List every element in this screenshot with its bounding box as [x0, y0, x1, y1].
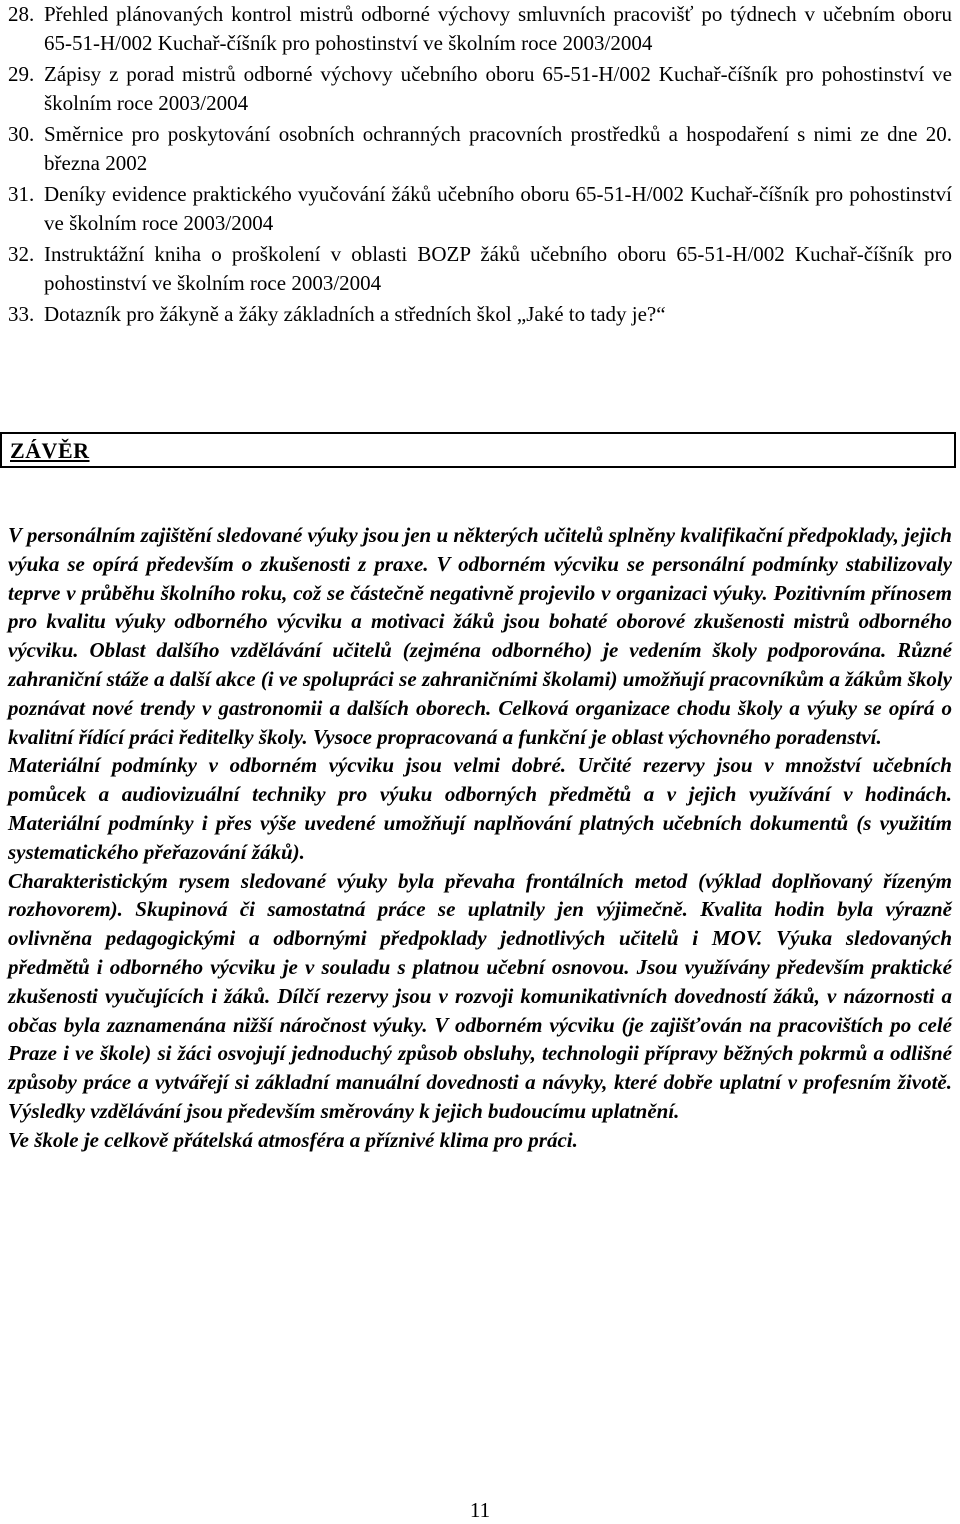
list-item — [8, 240, 952, 298]
list-item — [8, 120, 952, 178]
list-item-number: 29. — [8, 62, 35, 86]
list-item — [8, 300, 952, 329]
list-item-text: Deníky evidence praktického vyučování žáků učebního oboru 65-51-H/002 Kuchař-číšník pro pohostinství ve školním roce 2003/2004 — [44, 182, 952, 235]
document-list — [8, 0, 952, 331]
list-item-number: 33. — [8, 302, 35, 326]
conclusion-paragraph: Ve škole je celkově přátelská atmosféra a příznivé klima pro práci. — [8, 1127, 578, 1152]
conclusion-paragraph: Charakteristickým rysem sledované výuky byla převaha frontálních metod (výklad doplňovaný řízeným rozhovorem). Skupinová či samostatná práce se uplatnily jen výjimečně. Kvalita hodin byla výrazně ovlivněna pedagogickými a odbornými předpoklady jednotlivých učitelů i MOV. Výuka sledovaných předmětů i odborného výcviku je v souladu s platnou učební osnovou. Jsou využívány především praktické zkušenosti vyučujících i žáků. Dílčí rezervy jsou v rozvoji komunikativních dovedností žáků, v názornosti a občas byla zaznamenána nižší náročnost výuky. V odborném výcviku (je zajišťován na pracovištích po celé Praze i ve škole) si žáci osvojují jednoduchý způsob obsluhy, technologii přípravy běžných pokrmů a odlišné způsoby práce a vytvářejí si základní manuální dovednosti a návyky, které dobře uplatní v profesním životě. Výsledky vzdělávání jsou především směrovány k jejich budoucímu uplatnění. — [8, 868, 952, 1123]
section-heading-box — [0, 432, 956, 468]
conclusion-paragraph: Materiální podmínky v odborném výcviku jsou velmi dobré. Určité rezervy jsou v množství učebních pomůcek a audiovizuální techniky pro výuku odborných předmětů a v jejich využívání v hodinách. Materiální podmínky i přes výše uvedené umožňují naplňování platných učebních dokumentů (s využitím systematického přeřazování žáků). — [8, 753, 952, 864]
list-item-text: Zápisy z porad mistrů odborné výchovy učebního oboru 65-51-H/002 Kuchař-číšník pro pohostinství ve školním roce 2003/2004 — [44, 62, 952, 115]
section-title: ZÁVĚR — [10, 438, 90, 463]
list-item — [8, 60, 952, 118]
list-item-number: 31. — [8, 182, 35, 206]
list-item-text: Instruktážní kniha o proškolení v oblasti BOZP žáků učebního oboru 65-51-H/002 Kuchař-číšník pro pohostinství ve školním roce 2003/2004 — [44, 242, 952, 295]
list-item — [8, 180, 952, 238]
list-item-text: Směrnice pro poskytování osobních ochranných pracovních prostředků a hospodaření s nimi ze dne 20. března 2002 — [44, 122, 952, 175]
list-item-number: 32. — [8, 242, 35, 266]
conclusion-paragraph: V personálním zajištění sledované výuky jsou jen u některých učitelů splněny kvalifikační předpoklady, jejich výuka se opírá především o zkušenosti z praxe. V odborném výcviku se personální podmínky stabilizovaly teprve v průběhu školního roku, což se částečně negativně projevilo v organizaci výuky. Pozitivním přínosem pro kvalitu výuky odborného výcviku a motivaci žáků jsou bohaté oborové zkušenosti mistrů odborného výcviku. Oblast dalšího vzdělávání učitelů (zejména odborného) je vedením školy podporována. Různé zahraniční stáže a další akce (i ve spolupráci se zahraničními školami) umožňují pracovníkům a žákům školy poznávat nové trendy v gastronomii a dalších oborech. Celková organizace chodu školy a výuky se opírá o kvalitní řídící práci ředitelky školy. Vysoce propracovaná a funkční je oblast výchovného poradenství. — [8, 523, 952, 749]
list-item-number: 28. — [8, 2, 35, 26]
conclusion-text — [8, 521, 952, 1155]
list-item-text: Přehled plánovaných kontrol mistrů odborné výchovy smluvních pracovišť po týdnech v učebním oboru 65-51-H/002 Kuchař-číšník pro pohostinství ve školním roce 2003/2004 — [44, 2, 952, 55]
list-item — [8, 0, 952, 58]
list-item-number: 30. — [8, 122, 35, 146]
list-item-text: Dotazník pro žákyně a žáky základních a středních škol „Jaké to tady je?“ — [44, 302, 666, 326]
page-number: 11 — [469, 1498, 491, 1522]
